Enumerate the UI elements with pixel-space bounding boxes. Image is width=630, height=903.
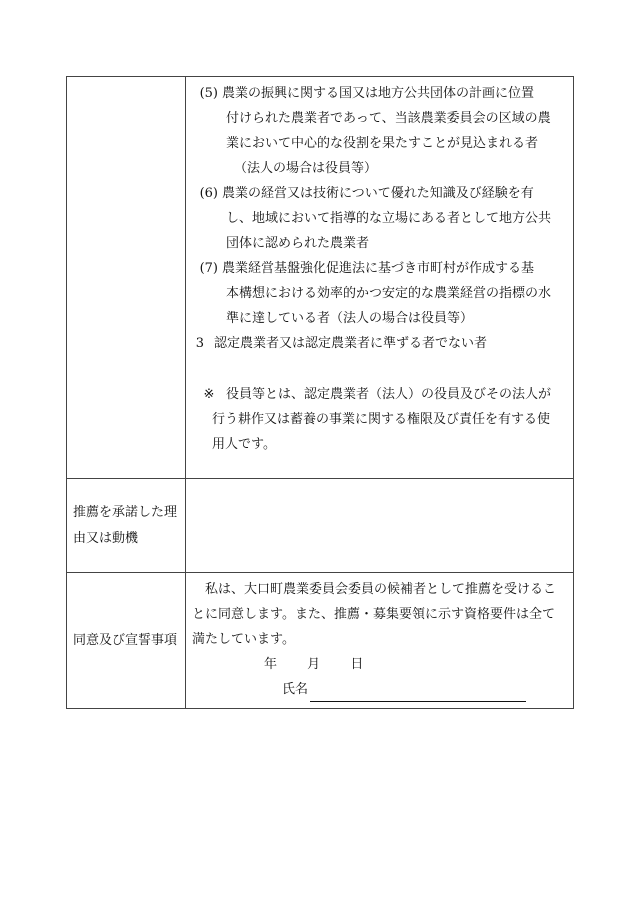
qualification-item-6 xyxy=(192,181,567,206)
item-number: (7) xyxy=(199,261,218,276)
item-text: 農業経営基盤強化促進法に基づき市町村が作成する基 xyxy=(222,261,535,276)
reason-value xyxy=(186,479,573,489)
item-text: 農業の経営又は技術について優れた知識及び経験を有 xyxy=(222,186,534,201)
consent-content-cell xyxy=(186,573,574,709)
date-line xyxy=(192,652,567,677)
reason-label-line-1: 推薦を承諾した理 xyxy=(73,504,178,520)
date-day: 日 xyxy=(350,657,364,672)
date-month: 月 xyxy=(307,657,321,672)
reason-input-cell[interactable] xyxy=(186,479,574,573)
qualification-item-7 xyxy=(192,256,567,281)
item-text-cont: 団体に認められた農業者 xyxy=(226,236,370,251)
note-mark: ※ xyxy=(203,387,215,402)
qualification-item-3 xyxy=(180,331,567,356)
item-text-cont: 付けられた農業者であって、当該農業委員会の区域の農 xyxy=(226,111,551,126)
consent-row xyxy=(67,573,574,709)
item-text-cont: 本構想における効率的かつ安定的な農業経営の指標の水 xyxy=(226,286,552,301)
reason-label-line-2: 由又は動機 xyxy=(73,530,139,546)
item-text-cont: し、地域において指導的な立場にある者として地方公共 xyxy=(226,211,552,226)
name-label: 氏名 xyxy=(282,682,309,697)
qualification-item-5 xyxy=(192,81,567,106)
item-text: 認定農業者又は認定農業者に準ずる者でない者 xyxy=(214,336,488,351)
officer-note xyxy=(192,382,567,457)
note-line: 役員等とは、認定農業者（法人）の役員及びその法人が xyxy=(226,387,552,402)
note-line: 用人です。 xyxy=(212,437,276,452)
consent-line: 満たしています。 xyxy=(192,632,295,647)
date-year: 年 xyxy=(264,657,278,672)
item-text: 農業の振興に関する国又は地方公共団体の計画に位置 xyxy=(222,86,535,101)
consent-label: 同意及び宣誓事項 xyxy=(73,632,178,648)
consent-line: 私は、大口町農業委員会委員の候補者として推薦を受けるこ xyxy=(205,582,557,597)
qualification-content-cell xyxy=(186,77,574,479)
item-number: 3 xyxy=(195,336,204,351)
consent-label-cell xyxy=(67,573,186,709)
name-input-line[interactable] xyxy=(310,683,526,702)
item-number: (5) xyxy=(199,86,218,101)
reason-row xyxy=(67,479,574,573)
note-line: 行う耕作又は蓄養の事業に関する権限及び責任を有する使 xyxy=(212,412,551,427)
item-text-cont: （法人の場合は役員等） xyxy=(234,161,378,176)
qualification-row xyxy=(67,77,574,479)
item-text-cont: 業において中心的な役割を果たすことが見込まれる者 xyxy=(226,136,539,151)
item-number: (6) xyxy=(199,186,218,201)
consent-line: とに同意します。また、推薦・募集要領に示す資格要件は全て xyxy=(192,607,555,622)
candidate-form-table xyxy=(66,76,574,709)
signature-line xyxy=(192,677,567,702)
qualification-label-cell xyxy=(67,77,186,479)
reason-label-cell xyxy=(67,479,186,573)
item-text-cont: 準に達している者（法人の場合は役員等） xyxy=(226,311,474,326)
